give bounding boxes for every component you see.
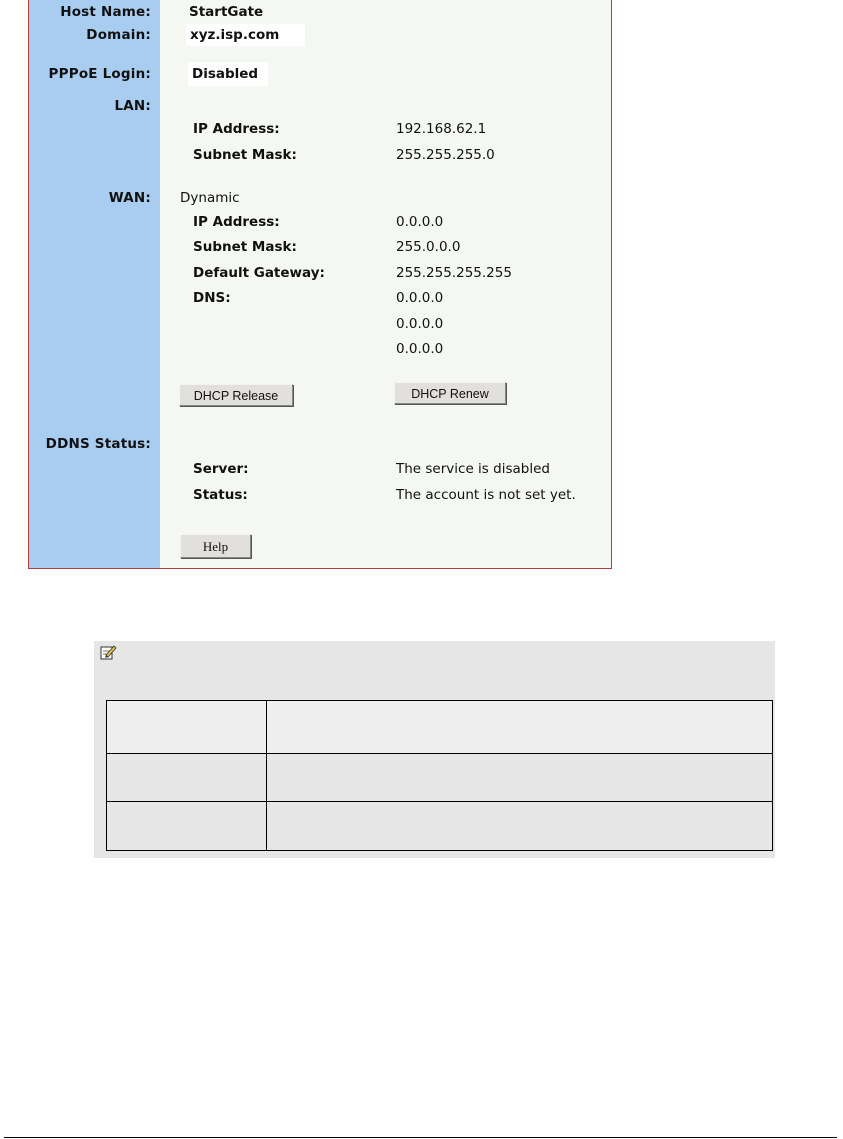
wan-mode: Dynamic bbox=[180, 190, 240, 206]
ddns-server-label: Server: bbox=[193, 461, 249, 477]
wan-ip-value: 0.0.0.0 bbox=[396, 214, 444, 230]
host-name-label: Host Name: bbox=[60, 4, 151, 20]
ddns-status-field-label: Status: bbox=[193, 487, 248, 503]
table-cell bbox=[267, 754, 773, 802]
table-cell bbox=[267, 802, 773, 851]
wan-mask-label: Subnet Mask: bbox=[193, 239, 297, 255]
table-row bbox=[107, 802, 773, 851]
wan-dns-value-2: 0.0.0.0 bbox=[396, 316, 444, 332]
wan-label: WAN: bbox=[108, 190, 151, 206]
wan-ip-label: IP Address: bbox=[193, 214, 280, 230]
ddns-status-label: DDNS Status: bbox=[45, 436, 151, 452]
dhcp-renew-button[interactable]: DHCP Renew bbox=[394, 382, 506, 404]
wan-dns-label: DNS: bbox=[193, 290, 231, 306]
wan-gateway-value: 255.255.255.255 bbox=[396, 265, 512, 281]
status-sidebar bbox=[29, 0, 160, 568]
table-cell bbox=[107, 802, 267, 851]
table-row bbox=[107, 754, 773, 802]
table-header-cell bbox=[267, 701, 773, 754]
lan-ip-label: IP Address: bbox=[193, 121, 280, 137]
lan-mask-label: Subnet Mask: bbox=[193, 147, 297, 163]
lan-label: LAN: bbox=[114, 98, 151, 114]
wan-mask-value: 255.0.0.0 bbox=[396, 239, 461, 255]
description-table bbox=[106, 700, 773, 851]
wan-dns-value-3: 0.0.0.0 bbox=[396, 341, 444, 357]
ddns-server-value: The service is disabled bbox=[396, 461, 550, 477]
table-header-row bbox=[107, 701, 773, 754]
pencil-note-icon bbox=[99, 643, 117, 661]
table-header-cell bbox=[107, 701, 267, 754]
wan-dns-value-1: 0.0.0.0 bbox=[396, 290, 444, 306]
pppoe-login-value: Disabled bbox=[188, 62, 268, 86]
footer-divider bbox=[4, 1137, 837, 1138]
dhcp-release-button[interactable]: DHCP Release bbox=[179, 384, 293, 406]
pppoe-login-label: PPPoE Login: bbox=[48, 66, 151, 82]
wan-gateway-label: Default Gateway: bbox=[193, 265, 325, 281]
table-cell bbox=[107, 754, 267, 802]
host-name-value: StartGate bbox=[189, 4, 264, 20]
lan-mask-value: 255.255.255.0 bbox=[396, 147, 495, 163]
ddns-status-value: The account is not set yet. bbox=[396, 487, 576, 503]
lan-ip-value: 192.168.62.1 bbox=[396, 121, 487, 137]
domain-value: xyz.isp.com bbox=[186, 24, 305, 46]
domain-label: Domain: bbox=[86, 27, 151, 43]
status-panel bbox=[28, 0, 612, 569]
help-button[interactable]: Help bbox=[180, 534, 251, 558]
